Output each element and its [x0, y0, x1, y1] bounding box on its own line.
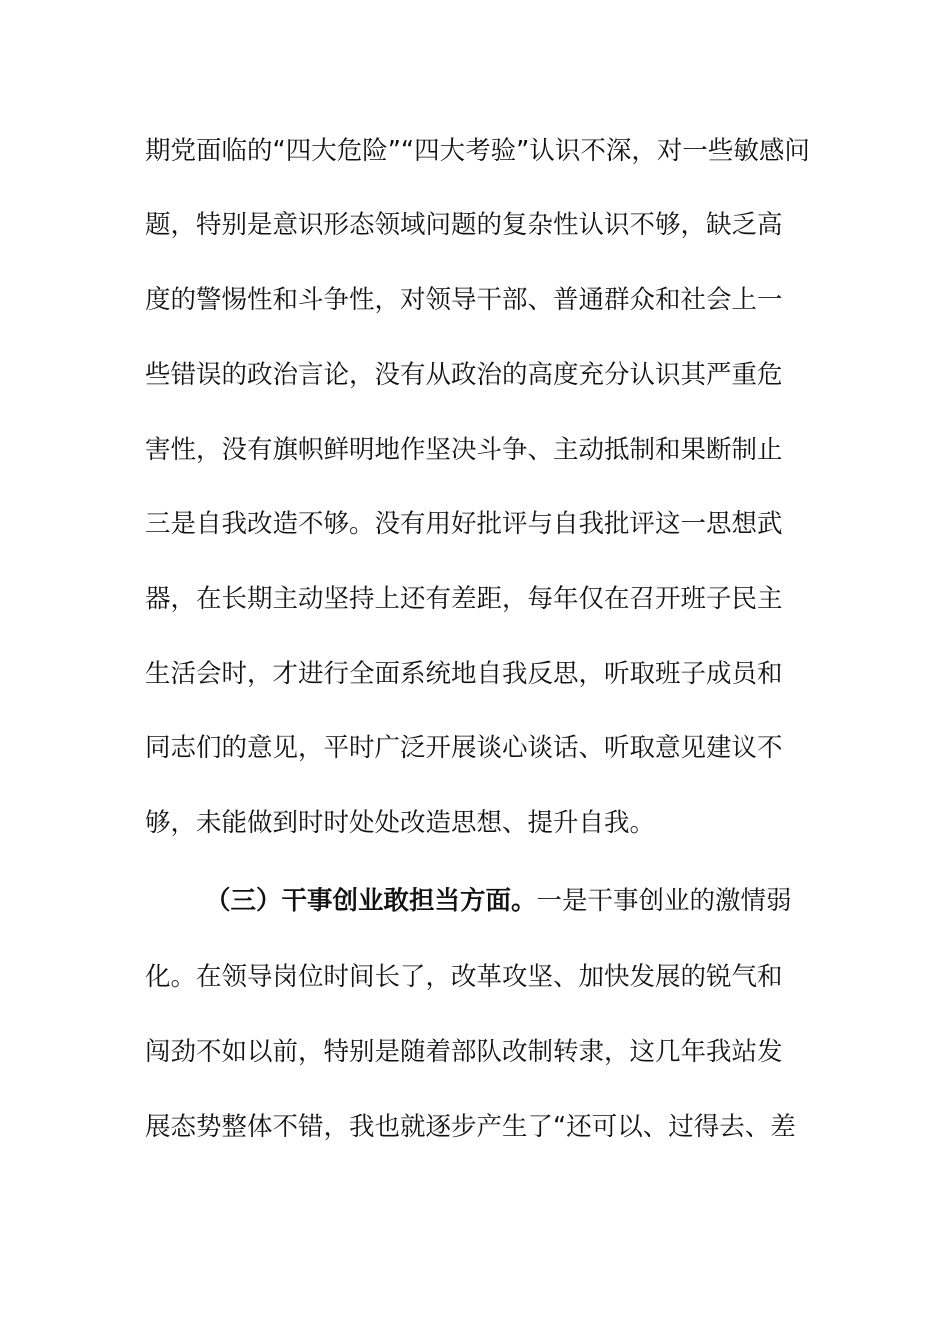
section-heading: （三）干事创业敢担当方面。 [205, 886, 537, 916]
paragraph-line: 生活会时，才进行全面系统地自我反思，听取班子成员和 [145, 659, 783, 689]
paragraph-line: 展态势整体不错，我也就逐步产生了“还可以、过得去、差 [145, 1112, 796, 1142]
paragraph-line: 题，特别是意识形态领域问题的复杂性认识不够，缺乏高 [145, 210, 783, 240]
paragraph-line: 三是自我改造不够。没有用好批评与自我批评这一思想武 [145, 509, 783, 539]
paragraph-line: 同志们的意见，平时广泛开展谈心谈话、听取意见建议不 [145, 733, 783, 763]
paragraph-line: 闯劲不如以前，特别是随着部队改制转隶，这几年我站发 [145, 1037, 783, 1067]
paragraph-line: 期党面临的“四大危险”“四大考验”认识不深，对一些敏感问 [145, 136, 810, 166]
paragraph-line: 够，未能做到时时处处改造思想、提升自我。 [145, 808, 656, 838]
section-heading-line [205, 881, 810, 921]
paragraph-line: 化。在领导岗位时间长了，改革攻坚、加快发展的锐气和 [145, 962, 783, 992]
section-heading-continuation: 一是干事创业的激情弱 [536, 886, 792, 916]
paragraph-line: 器，在长期主动坚持上还有差距，每年仅在召开班子民主 [145, 584, 783, 614]
paragraph-line: 些错误的政治言论，没有从政治的高度充分认识其严重危 [145, 360, 783, 390]
paragraph-line: 度的警惕性和斗争性，对领导干部、普通群众和社会上一 [145, 285, 783, 315]
paragraph-line: 害性，没有旗帜鲜明地作坚决斗争、主动抵制和果断制止 [145, 435, 783, 465]
